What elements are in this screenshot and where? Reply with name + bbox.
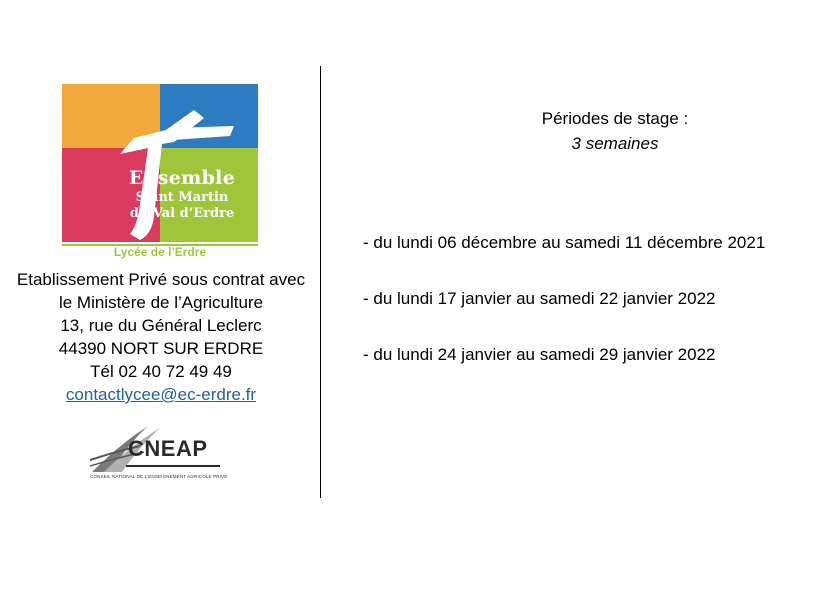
stage-heading (480, 106, 750, 156)
school-logo (62, 84, 258, 262)
stage-title: Périodes de stage : (541, 109, 689, 128)
email-link[interactable]: contactlycee@ec-erdre.fr (65, 385, 257, 404)
stage-duration: 3 semaines (571, 134, 659, 153)
logo-subtitle: Lycée de l’Erdre (113, 245, 207, 259)
address-line-1: Etablissement Privé sous contrat avec (16, 270, 306, 289)
vertical-divider (320, 66, 321, 498)
cneap-logo (90, 416, 228, 484)
period-item-2: - du lundi 17 janvier au samedi 22 janvier 2022 (363, 289, 716, 308)
address-line-4: 44390 NORT SUR ERDRE (58, 339, 264, 358)
address-line-2: le Ministère de l’Agriculture (58, 293, 264, 312)
logo-wordmark (110, 169, 254, 220)
period-item-3: - du lundi 24 janvier au samedi 29 janvier 2022 (363, 345, 716, 364)
logo-line-2: Saint Martin (135, 190, 229, 205)
address-block (0, 268, 322, 406)
period-item-1: - du lundi 06 décembre au samedi 11 décembre 2021 (363, 233, 766, 252)
logo-line-1: Ensemble (128, 167, 236, 189)
cneap-name: CNEAP (128, 436, 208, 461)
phone-number: Tél 02 40 72 49 49 (90, 362, 232, 381)
logo-line-3: du Val d’Erdre (129, 206, 235, 221)
address-line-3: 13, rue du Général Leclerc (60, 316, 262, 335)
cneap-caption: CONSEIL NATIONAL DE L’ENSEIGNEMENT AGRICOLE PRIVÉ (90, 474, 228, 479)
